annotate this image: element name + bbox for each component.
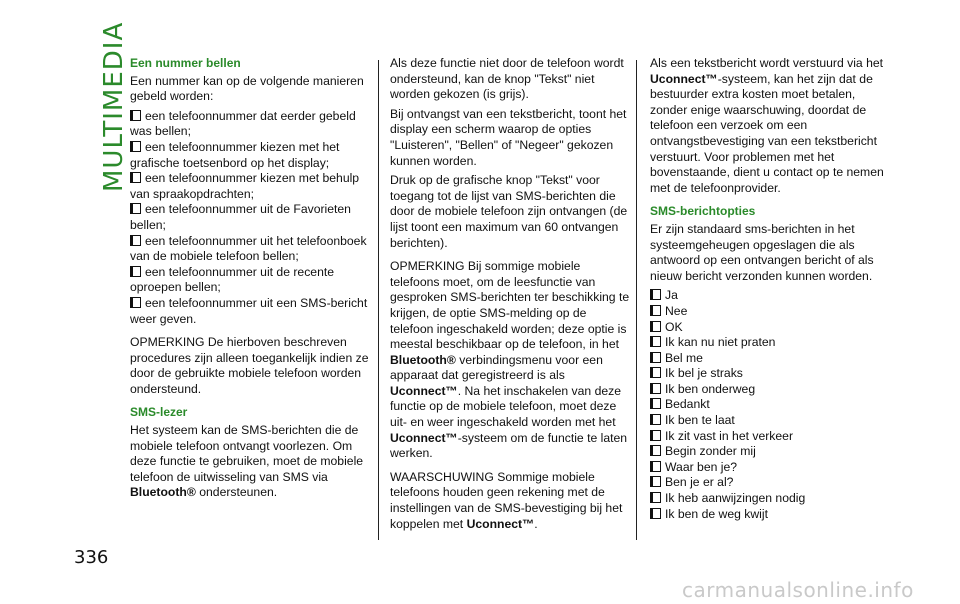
list-item: Ik zit vast in het verkeer — [650, 429, 890, 445]
paragraph: Er zijn standaard sms-berichten in het systeemgeheugen opgeslagen die als antwoord op een ontvangen bericht of als nieuw bericht verzonden kunnen worden. — [650, 221, 874, 283]
column-1 — [130, 56, 370, 501]
section-tab — [72, 21, 129, 192]
bullet-icon — [130, 141, 141, 152]
list-item: Waar ben je? — [650, 460, 890, 476]
list-item: Bel me — [650, 351, 890, 367]
column-divider — [378, 60, 379, 540]
bullet-icon — [130, 297, 141, 308]
paragraph: Druk op de grafische knop "Tekst" voor toegang tot de lijst van SMS-berichten die door de mobiele telefoon zijn ontvangen (de lijst toont een maximum van 60 ontvangen berichten). — [390, 173, 628, 250]
bullet-icon — [130, 203, 141, 214]
watermark: carmanualsonline.info — [682, 578, 914, 602]
list-item: OK — [650, 320, 890, 336]
bullet-icon — [650, 289, 661, 300]
list-item: Ja — [650, 288, 890, 304]
column-3 — [650, 56, 890, 522]
bullet-icon — [130, 110, 141, 121]
warning-paragraph: WAARSCHUWING Sommige mobiele telefoons houden geen rekening met de instellingen van de SMS-bevestiging bij het koppelen met Uconnect™. — [390, 469, 623, 531]
list-item: Ik bel je straks — [650, 366, 890, 382]
list-item: Bedankt — [650, 397, 890, 413]
heading-sms-lezer: SMS-lezer — [130, 405, 188, 420]
list-item: een telefoonnummer kiezen met behulp van spraakopdrachten; — [130, 171, 360, 201]
bullet-icon — [650, 367, 661, 378]
bullet-icon — [130, 235, 141, 246]
sms-options-list — [650, 288, 890, 522]
list-item: een telefoonnummer uit het telefoonboek van de mobiele telefoon bellen; — [130, 233, 367, 264]
bullet-icon — [650, 321, 661, 332]
bullet-icon — [650, 336, 661, 347]
heading-een-nummer-bellen: Een nummer bellen — [130, 56, 241, 70]
paragraph: Bij ontvangst van een tekstbericht, toont het display een scherm waarop de opties "Luisteren", "Bellen" of "Negeer" gekozen kunnen worden. — [390, 106, 627, 168]
page-number: 336 — [74, 547, 109, 568]
list-item: Ik ben onderweg — [650, 382, 890, 398]
bullet-icon — [650, 461, 661, 472]
heading-sms-berichtopties: SMS-berichtopties — [650, 204, 756, 219]
list-item: Begin zonder mij — [650, 444, 890, 460]
call-options-list — [130, 109, 370, 327]
list-item: Ik heb aanwijzingen nodig — [650, 491, 890, 507]
list-item: Ben je er al? — [650, 475, 890, 491]
list-item: een telefoonnummer uit een SMS-bericht weer geven. — [130, 295, 368, 326]
list-item: een telefoonnummer dat eerder gebeld was bellen; — [130, 108, 356, 139]
bullet-icon — [130, 172, 141, 183]
paragraph: Als een tekstbericht wordt verstuurd via het Uconnect™-systeem, kan het zijn dat de bestuurder extra kosten moet betalen, zonder enige waarschuwing, doordat de telefoon een verzoek om een ontvangstbevestiging van een tekstbericht verstuurt. Voor problemen met het bovenstaande, dient u contact op te nemen met de telefoonprovider. — [650, 56, 884, 195]
list-item: een telefoonnummer uit de Favorieten bellen; — [130, 202, 351, 232]
bullet-icon — [650, 414, 661, 425]
bullet-icon — [650, 352, 661, 363]
bullet-icon — [130, 266, 141, 277]
bullet-icon — [650, 430, 661, 441]
bullet-icon — [650, 508, 661, 519]
paragraph: Als deze functie niet door de telefoon wordt ondersteund, kan de knop "Tekst" niet worden gekozen (is grijs). — [390, 56, 624, 102]
sms-lezer-text: Het systeem kan de SMS-berichten die de mobiele telefoon ontvangt voorlezen. Om deze functie te gebruiken, moet de mobiele telefoon de uitwisseling van SMS via Bluetooth® ondersteunen. — [130, 423, 364, 500]
list-item: Ik ben de weg kwijt — [650, 507, 890, 523]
list-item: Ik kan nu niet praten — [650, 335, 890, 351]
list-item: een telefoonnummer kiezen met het grafische toetsenbord op het display; — [130, 139, 340, 170]
bullet-icon — [650, 492, 661, 503]
list-item: Nee — [650, 304, 890, 320]
note-text: OPMERKING De hierboven beschreven procedures zijn alleen toegankelijk indien ze door de gebruikte mobiele telefoon worden ondersteund. — [130, 335, 369, 396]
section-label: MULTIMEDIA — [99, 21, 129, 192]
intro-text: Een nummer kan op de volgende manieren gebeld worden: — [130, 73, 364, 104]
list-item: Ik ben te laat — [650, 413, 890, 429]
list-item: een telefoonnummer uit de recente oproepen bellen; — [130, 264, 335, 295]
column-2 — [390, 56, 630, 532]
bullet-icon — [650, 476, 661, 487]
bullet-icon — [650, 398, 661, 409]
note-paragraph: OPMERKING Bij sommige mobiele telefoons moet, om de leesfunctie van gesproken SMS-berichten ter beschikking te krijgen, de optie SMS-melding op de telefoon ingeschakeld worden; deze optie is meestal beschikbaar op de telefoon, in het Bluetooth® verbindingsmenu voor een apparaat dat geregistreerd is als Uconnect™. Na het inschakelen van deze functie op de mobiele telefoon, moet deze uit- en weer ingeschakeld worden met het Uconnect™-systeem om de functie te laten werken. — [390, 259, 630, 461]
column-divider — [636, 60, 637, 540]
bullet-icon — [650, 383, 661, 394]
bullet-icon — [650, 445, 661, 456]
bullet-icon — [650, 305, 661, 316]
